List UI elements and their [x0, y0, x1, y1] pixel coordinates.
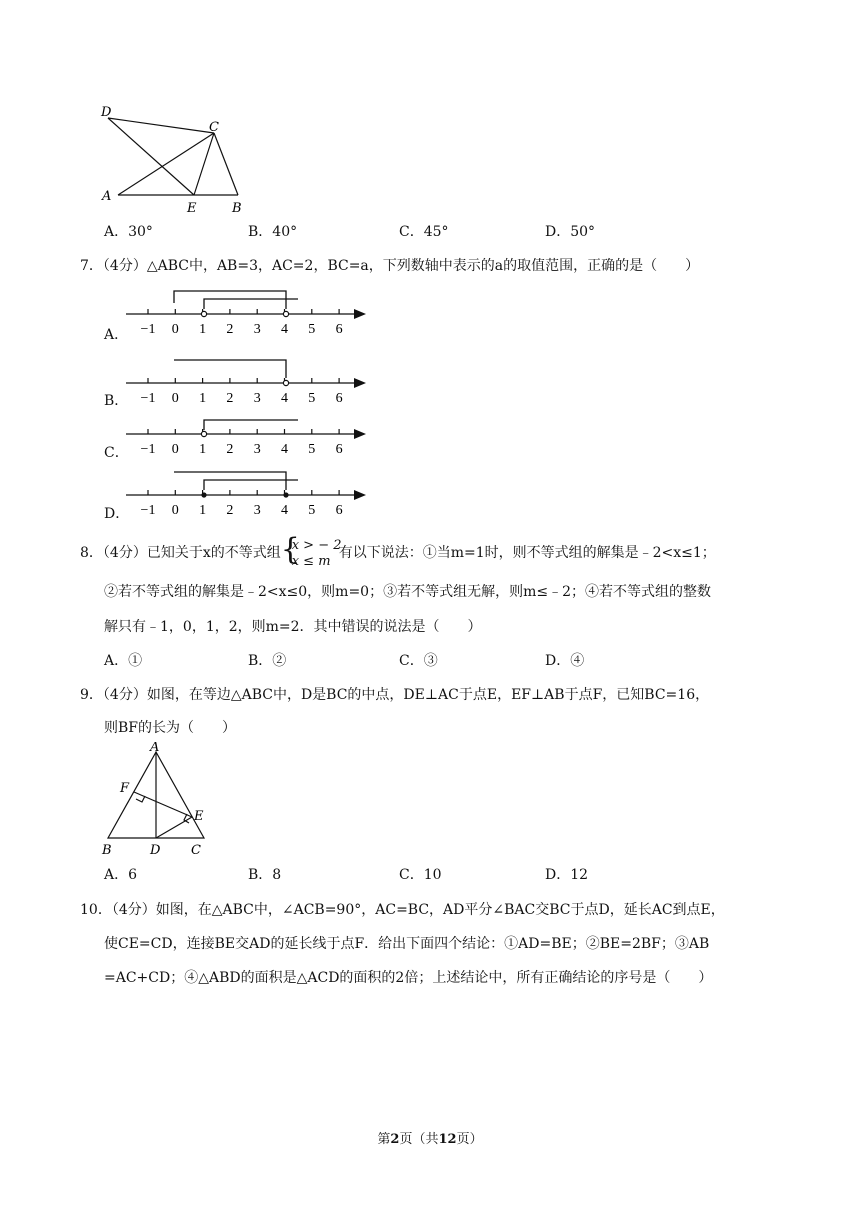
footer-page-number: 2 — [390, 1132, 400, 1147]
tick-label: 0 — [171, 503, 179, 518]
footer-prefix: 第 — [377, 1132, 391, 1147]
q7-numberline-d — [126, 468, 376, 530]
q9-option-d: D．12 — [545, 867, 589, 883]
q7-option-b-label: B． — [104, 393, 129, 409]
tick-label: 3 — [253, 391, 261, 406]
q6-label-c: C — [209, 120, 219, 135]
tick-label: −1 — [140, 322, 156, 337]
q6-label-e: E — [187, 201, 197, 215]
q6-option-c: C．45° — [399, 224, 449, 240]
q8-line3: 解只有﹣1，0，1，2，则m=2．其中错误的说法是（ ） — [104, 619, 482, 635]
page-footer — [0, 1128, 860, 1147]
tick-label: 4 — [281, 322, 288, 337]
tick-label: 6 — [335, 442, 343, 457]
q8-system-top: x > − 2 — [291, 538, 342, 553]
tick-label: 1 — [199, 322, 207, 337]
q7-option-c-label: C． — [104, 445, 129, 461]
q6-option-d: D．50° — [545, 224, 596, 240]
tick-label: 0 — [171, 442, 179, 457]
tick-label: 6 — [335, 322, 343, 337]
q10-line2: 使CE=CD，连接BE交AD的延长线于点F．给出下面四个结论：①AD=BE；②BE=2BF；③AB — [104, 936, 710, 952]
tick-label: 4 — [281, 391, 288, 406]
footer-total-pages: 12 — [438, 1132, 457, 1147]
q8-line1-start: 8．（4分）已知关于x的不等式组 — [80, 545, 281, 561]
tick-label: 4 — [281, 503, 288, 518]
tick-label: −1 — [140, 391, 156, 406]
tick-label: 3 — [253, 503, 261, 518]
tick-label: 1 — [199, 442, 207, 457]
q10-line1: 10．（4分）如图，在△ABC中，∠ACB=90°，AC=BC，AD平分∠BAC交BC于点D，延长AC到点E， — [80, 902, 725, 918]
q8-option-d: D．④ — [545, 653, 585, 669]
q7-option-d-label: D． — [104, 506, 130, 522]
q8-line1 — [80, 532, 716, 569]
q9-option-a: A．6 — [104, 867, 138, 883]
q7-option-a-label: A． — [104, 327, 129, 343]
q6-figure — [98, 100, 258, 215]
q10-line3: =AC+CD；④△ABD的面积是△ACD的面积的2倍；上述结论中，所有正确结论的序号是（ ） — [104, 970, 713, 986]
q9-figure — [98, 742, 218, 860]
tick-label: 5 — [308, 503, 316, 518]
tick-label: 2 — [226, 503, 234, 518]
q8-option-b: B．② — [248, 653, 287, 669]
q8-system-bottom: x ≤ m — [291, 554, 331, 569]
q8-option-c: C．③ — [399, 653, 438, 669]
q9-label-c: C — [191, 843, 201, 858]
footer-suffix: 页） — [456, 1132, 483, 1147]
q9-line2: 则BF的长为（ ） — [104, 720, 237, 736]
tick-label: 0 — [171, 322, 179, 337]
q6-option-a: A．30° — [104, 224, 153, 240]
q9-label-a: A — [150, 742, 160, 755]
q6-label-b: B — [232, 201, 242, 215]
tick-label: −1 — [140, 503, 156, 518]
q7-numberline-b — [126, 356, 376, 418]
tick-label: 1 — [199, 391, 207, 406]
tick-label: 2 — [226, 391, 234, 406]
q8-system-brace: { — [280, 532, 300, 567]
q7-stem: 7．（4分）△ABC中，AB=3，AC=2，BC=a，下列数轴中表示的a的取值范围，正确的是（ ） — [80, 258, 700, 274]
tick-label: 0 — [171, 391, 179, 406]
tick-label: 5 — [308, 391, 316, 406]
q9-label-f: F — [120, 781, 130, 796]
q8-line2: ②若不等式组的解集是﹣2<x≤0，则m=0；③若不等式组无解，则m≤﹣2；④若不等式组的整数 — [104, 584, 711, 600]
q9-label-e: E — [194, 809, 204, 824]
tick-label: 2 — [226, 442, 234, 457]
q7-numberline-c — [126, 410, 376, 472]
tick-label: 4 — [281, 442, 288, 457]
q9-label-d: D — [150, 843, 161, 858]
q6-label-a: A — [102, 189, 112, 204]
tick-label: 2 — [226, 322, 234, 337]
q6-option-b: B．40° — [248, 224, 298, 240]
q9-option-b: B．8 — [248, 867, 282, 883]
tick-label: 3 — [253, 442, 261, 457]
q8-option-a: A．① — [104, 653, 143, 669]
tick-label: 6 — [335, 503, 343, 518]
q8-system — [280, 532, 342, 569]
q9-label-b: B — [102, 843, 112, 858]
footer-middle: 页（共 — [399, 1132, 439, 1147]
tick-label: −1 — [140, 442, 156, 457]
q9-option-c: C．10 — [399, 867, 442, 883]
tick-label: 6 — [335, 391, 343, 406]
q6-label-d: D — [101, 105, 112, 120]
q8-line1-end: 有以下说法：①当m=1时，则不等式组的解集是﹣2<x≤1； — [338, 545, 716, 561]
q9-line1: 9．（4分）如图，在等边△ABC中，D是BC的中点，DE⊥AC于点E，EF⊥AB于点F，已知BC=16， — [80, 687, 710, 703]
tick-label: 5 — [308, 442, 316, 457]
tick-label: 3 — [253, 322, 261, 337]
q7-numberline-a — [126, 287, 376, 349]
tick-label: 1 — [199, 503, 207, 518]
tick-label: 5 — [308, 322, 316, 337]
